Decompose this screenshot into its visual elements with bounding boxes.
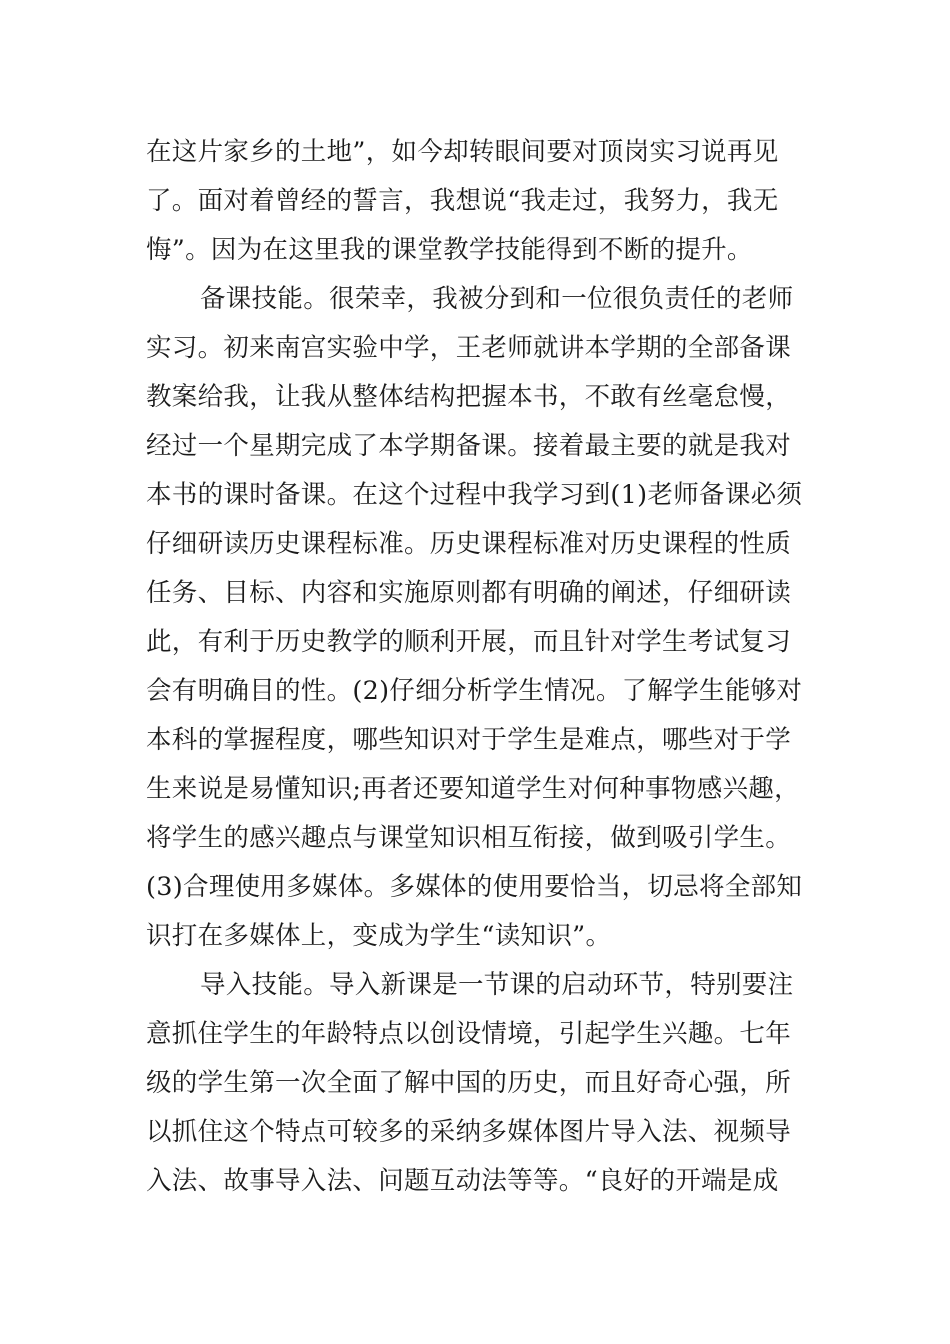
text-line: 会有明确目的性。(2)仔细分析学生情况。了解学生能够对	[146, 676, 803, 706]
text-line: 备课技能。很荣幸，我被分到和一位很负责任的老师	[200, 284, 794, 314]
text-line: 此，有利于历史教学的顺利开展，而且针对学生考试复习	[146, 627, 792, 657]
text-line: 在这片家乡的土地”，如今却转眼间要对顶岗实习说再见	[146, 137, 779, 167]
text-line: 本科的掌握程度，哪些知识对于学生是难点，哪些对于学	[146, 725, 792, 755]
body-text	[146, 128, 810, 1206]
text-line: 入法、故事导入法、问题互动法等等。“良好的开端是成	[146, 1166, 779, 1196]
paragraph-2	[146, 275, 810, 961]
text-line: 将学生的感兴趣点与课堂知识相互衔接，做到吸引学生。	[146, 823, 792, 853]
text-line: 仔细研读历史课程标准。历史课程标准对历史课程的性质	[146, 529, 792, 559]
text-line: 实习。初来南宫实验中学，王老师就讲本学期的全部备课	[146, 333, 792, 363]
paragraph-3	[146, 961, 810, 1206]
text-line: 本书的课时备课。在这个过程中我学习到(1)老师备课必须	[146, 480, 803, 510]
text-line: (3)合理使用多媒体。多媒体的使用要恰当，切忌将全部知	[146, 872, 803, 902]
paragraph-1	[146, 128, 810, 275]
text-line: 经过一个星期完成了本学期备课。接着最主要的就是我对	[146, 431, 792, 461]
text-line: 识打在多媒体上，变成为学生“读知识”。	[146, 921, 612, 951]
text-line: 生来说是易懂知识;再者还要知道学生对何种事物感兴趣，	[146, 774, 800, 804]
text-line: 导入技能。导入新课是一节课的启动环节，特别要注	[200, 970, 794, 1000]
text-line: 以抓住这个特点可较多的采纳多媒体图片导入法、视频导	[146, 1117, 792, 1147]
text-line: 悔”。因为在这里我的课堂教学技能得到不断的提升。	[146, 235, 753, 265]
text-line: 了。面对着曾经的誓言，我想说“我走过，我努力，我无	[146, 186, 779, 216]
text-line: 级的学生第一次全面了解中国的历史，而且好奇心强，所	[146, 1068, 792, 1098]
text-line: 意抓住学生的年龄特点以创设情境，引起学生兴趣。七年	[146, 1019, 792, 1049]
text-line: 教案给我，让我从整体结构把握本书，不敢有丝毫怠慢，	[146, 382, 792, 412]
text-line: 任务、目标、内容和实施原则都有明确的阐述，仔细研读	[146, 578, 792, 608]
